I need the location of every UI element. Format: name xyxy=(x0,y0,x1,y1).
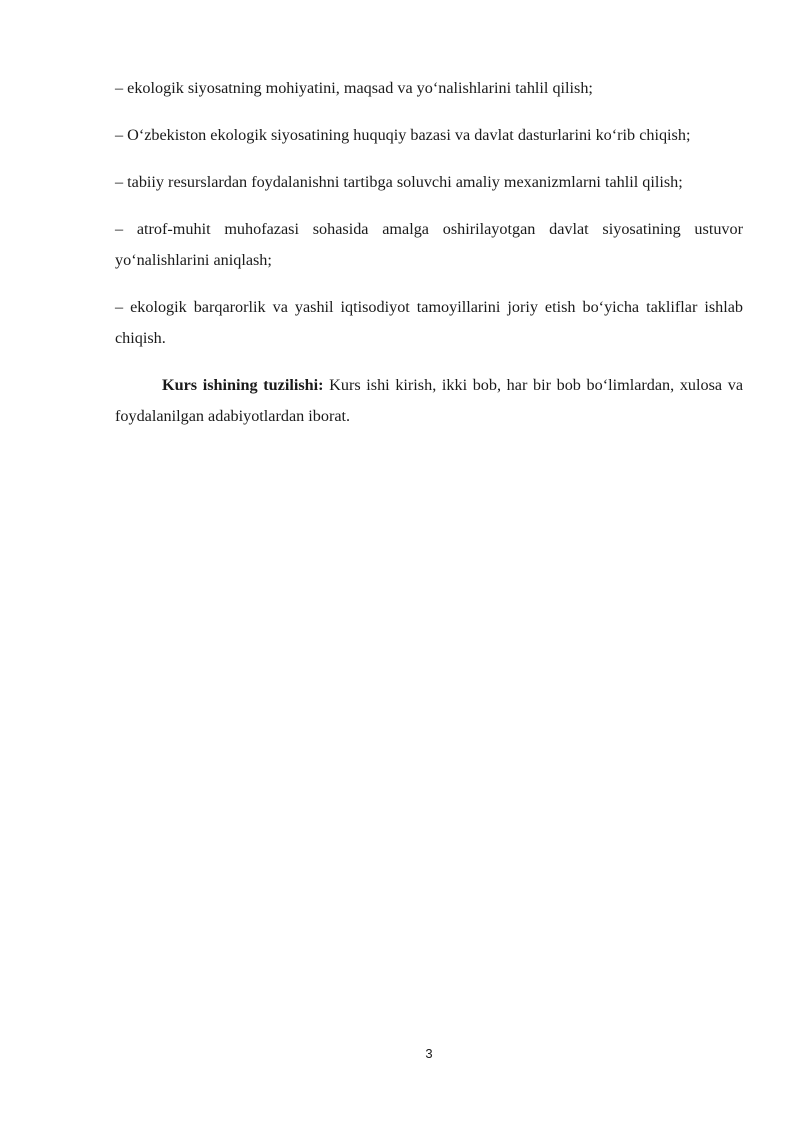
objective-item-1: – ekologik siyosatning mohiyatini, maqsad va yo‘nalishlarini tahlil qilish; xyxy=(115,79,593,97)
structure-label: Kurs ishining tuzilishi: xyxy=(162,376,324,394)
page-number: 3 xyxy=(425,1046,433,1061)
structure-paragraph xyxy=(115,370,743,432)
structure-text: Kurs ishi kirish, ikki bob, har bir bob bo‘limlardan, xulosa va foydalanilgan adabiyotlardan iborat. xyxy=(115,376,744,425)
objective-item-3: – tabiiy resurslardan foydalanishni tartibga soluvchi amaliy mexanizmlarni tahlil qilish; xyxy=(115,173,683,191)
objective-item-2: – O‘zbekiston ekologik siyosatining huquqiy bazasi va davlat dasturlarini ko‘rib chiqish; xyxy=(115,126,691,144)
objective-item-4: – atrof-muhit muhofazasi sohasida amalga oshirilayotgan davlat siyosatining ustuvor yo‘nalishlarini aniqlash; xyxy=(115,220,743,269)
objective-item-5: – ekologik barqarorlik va yashil iqtisodiyot tamoyillarini joriy etish bo‘yicha takliflar ishlab chiqish. xyxy=(115,298,743,347)
page-body xyxy=(115,73,743,448)
